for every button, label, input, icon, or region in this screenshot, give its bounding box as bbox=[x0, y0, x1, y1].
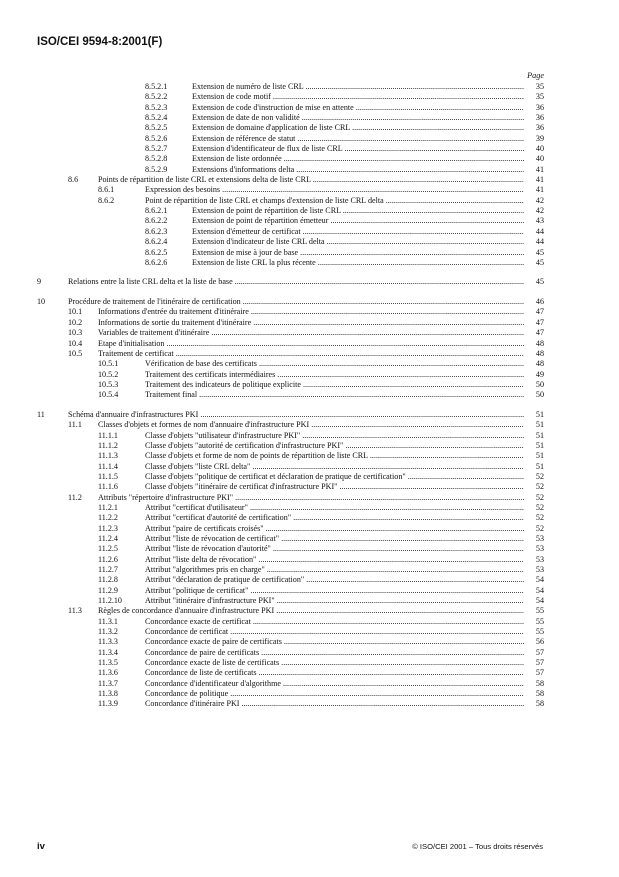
toc-entry[interactable] bbox=[0, 103, 619, 113]
toc-entry[interactable] bbox=[0, 565, 619, 575]
toc-entry-number: 10.1 bbox=[68, 307, 83, 317]
toc-entry[interactable] bbox=[0, 185, 619, 195]
toc-entry-title: Concordance d'itinéraire PKI ..... bbox=[145, 699, 543, 709]
toc-entry-title: Extension de code d'instruction de mise en attente ..... bbox=[192, 103, 543, 113]
toc-entry-title: Attribut "déclaration de pratique de certification" ..... bbox=[145, 575, 543, 585]
toc-entry-page: 42 bbox=[524, 196, 544, 206]
toc-entry[interactable] bbox=[0, 92, 619, 102]
toc-entry-title: Extension de numéro de liste CRL ..... bbox=[192, 82, 543, 92]
toc-entry-number: 11.3.1 bbox=[98, 616, 118, 626]
toc-entry[interactable] bbox=[0, 472, 619, 482]
toc-entry-number: 10.5 bbox=[68, 348, 83, 358]
toc-entry-number: 8.5.2.4 bbox=[145, 113, 168, 123]
toc-entry-number: 10.4 bbox=[68, 338, 83, 348]
toc-entry-number: 11.1.2 bbox=[98, 440, 118, 450]
toc-entry[interactable] bbox=[0, 668, 619, 678]
toc-entry[interactable] bbox=[0, 134, 619, 144]
toc-entry-page: 55 bbox=[524, 627, 544, 637]
toc-entry-page: 48 bbox=[524, 349, 544, 359]
toc-entry-page: 42 bbox=[524, 206, 544, 216]
toc-entry-title: Attribut "liste de révocation d'autorité" ..... bbox=[145, 544, 543, 554]
toc-entry-title: Point de répartition de liste CRL et champs d'extension de liste CRL delta ..... bbox=[145, 196, 543, 206]
toc-entry-title: Vérification de base des certificats ..... bbox=[145, 359, 543, 369]
toc-entry[interactable] bbox=[0, 606, 619, 616]
toc-entry[interactable] bbox=[0, 513, 619, 523]
toc-entry-title: Classe d'objets "itinéraire de certificat d'infrastructure PKI" ..... bbox=[145, 482, 543, 492]
toc-entry-number: 11.3.6 bbox=[98, 668, 118, 678]
toc-entry-title: Variables de traitement d'itinéraire ..... bbox=[98, 328, 543, 338]
toc-entry-number: 11.3.4 bbox=[98, 647, 118, 657]
toc-entry-title: Schéma d'annuaire d'infrastructures PKI ..... bbox=[68, 410, 543, 420]
toc-entry-page: 49 bbox=[524, 370, 544, 380]
toc-entry[interactable] bbox=[0, 410, 619, 420]
toc-entry-page: 58 bbox=[524, 699, 544, 709]
toc-entry-title: Concordance exacte de paire de certificats ..... bbox=[145, 637, 543, 647]
toc-entry-page: 43 bbox=[524, 216, 544, 226]
toc-entry-number: 8.5.2.8 bbox=[145, 154, 168, 164]
toc-entry-title: Concordance de paire de certificats ..... bbox=[145, 648, 543, 658]
toc-entry-title: Règles de concordance d'annuaire d'infrastructure PKI ..... bbox=[98, 606, 543, 616]
toc-entry-page: 51 bbox=[524, 441, 544, 451]
toc-entry[interactable] bbox=[0, 441, 619, 451]
toc-entry-title: Attribut "certificat d'utilisateur" ..... bbox=[145, 503, 543, 513]
toc-entry[interactable] bbox=[0, 349, 619, 359]
toc-entry[interactable] bbox=[0, 359, 619, 369]
toc-entry-page: 46 bbox=[524, 297, 544, 307]
toc-entry-number: 11.2.1 bbox=[98, 502, 118, 512]
toc-entry-page: 45 bbox=[524, 248, 544, 258]
toc-entry-number: 10.2 bbox=[68, 317, 83, 327]
toc-entry-title: Extension d'identificateur de flux de liste CRL ..... bbox=[192, 144, 543, 154]
toc-entry-page: 36 bbox=[524, 113, 544, 123]
toc-entry-page: 41 bbox=[524, 185, 544, 195]
toc-entry-title: Etape d'initialisation ..... bbox=[98, 339, 543, 349]
toc-entry-title: Concordance d'identificateur d'algorithme ..... bbox=[145, 679, 543, 689]
toc-entry-page: 45 bbox=[524, 258, 544, 268]
toc-entry[interactable] bbox=[0, 237, 619, 247]
toc-entry[interactable] bbox=[0, 380, 619, 390]
toc-entry[interactable] bbox=[0, 370, 619, 380]
toc-entry[interactable] bbox=[0, 123, 619, 133]
toc-entry-page: 48 bbox=[524, 339, 544, 349]
toc-entry[interactable] bbox=[0, 297, 619, 307]
toc-entry-title: Traitement des indicateurs de politique explicite ..... bbox=[145, 380, 543, 390]
toc-entry-number: 11.2.3 bbox=[98, 523, 118, 533]
toc-entry-page: 36 bbox=[524, 103, 544, 113]
toc-entry-number: 11.1.1 bbox=[98, 430, 118, 440]
toc-entry-page: 50 bbox=[524, 390, 544, 400]
toc-entry-page: 51 bbox=[524, 410, 544, 420]
toc-entry[interactable] bbox=[0, 679, 619, 689]
toc-entry-title: Extension de liste ordonnée ..... bbox=[192, 154, 543, 164]
toc-entry-page: 48 bbox=[524, 359, 544, 369]
toc-entry-number: 11.3.2 bbox=[98, 627, 118, 637]
toc-entry-page: 52 bbox=[524, 493, 544, 503]
toc-entry-number: 11.1.6 bbox=[98, 482, 118, 492]
toc-entry-page: 51 bbox=[524, 462, 544, 472]
toc-entry-page: 47 bbox=[524, 307, 544, 317]
toc-entry-number: 10.3 bbox=[68, 328, 83, 338]
toc-entry[interactable] bbox=[0, 596, 619, 606]
footer-page-number: iv bbox=[37, 841, 45, 852]
toc-entry[interactable] bbox=[0, 248, 619, 258]
toc-entry-number: 10.5.4 bbox=[98, 390, 119, 400]
toc-entry-number: 11.3.7 bbox=[98, 678, 118, 688]
toc-entry[interactable] bbox=[0, 575, 619, 585]
toc-entry[interactable] bbox=[0, 431, 619, 441]
toc-entry-number: 11.2.8 bbox=[98, 575, 118, 585]
toc-entry-page: 52 bbox=[524, 513, 544, 523]
toc-entry-number: 11.1.4 bbox=[98, 461, 118, 471]
toc-entry-number: 11.2.9 bbox=[98, 585, 118, 595]
toc-entry-number: 11.3.9 bbox=[98, 699, 118, 709]
toc-entry-title: Traitement final ..... bbox=[145, 390, 543, 400]
toc-entry[interactable] bbox=[0, 637, 619, 647]
toc-entry[interactable] bbox=[0, 555, 619, 565]
toc-entry-title: Relations entre la liste CRL delta et la liste de base ..... bbox=[68, 277, 543, 287]
toc-entry-page: 40 bbox=[524, 154, 544, 164]
toc-entry[interactable] bbox=[0, 165, 619, 175]
toc-entry-page: 54 bbox=[524, 575, 544, 585]
toc-entry-page: 55 bbox=[524, 617, 544, 627]
toc-entry-page: 39 bbox=[524, 134, 544, 144]
toc-entry-page: 52 bbox=[524, 524, 544, 534]
toc-entry-page: 45 bbox=[524, 277, 544, 287]
toc-entry-title: Classe d'objets "autorité de certification d'infrastructure PKI" ..... bbox=[145, 441, 543, 451]
toc-entry[interactable] bbox=[0, 277, 619, 287]
toc-entry-number: 10 bbox=[37, 297, 46, 307]
toc-entry[interactable] bbox=[0, 648, 619, 658]
toc-entry-title: Concordance de politique ..... bbox=[145, 689, 543, 699]
toc-entry-number: 10.5.1 bbox=[98, 359, 119, 369]
toc-entry-number: 8.6 bbox=[68, 175, 79, 185]
toc-entry[interactable] bbox=[0, 216, 619, 226]
toc-entry[interactable] bbox=[0, 175, 619, 185]
toc-entry-page: 58 bbox=[524, 679, 544, 689]
toc-entry-title: Concordance de liste de certificats ..... bbox=[145, 668, 543, 678]
toc-entry[interactable] bbox=[0, 206, 619, 216]
toc-entry-page: 47 bbox=[524, 318, 544, 328]
toc-entry-page: 58 bbox=[524, 689, 544, 699]
toc-entry-page: 41 bbox=[524, 175, 544, 185]
toc-entry-number: 11.3.8 bbox=[98, 689, 118, 699]
toc-entry-number: 11.2.2 bbox=[98, 513, 118, 523]
table-of-contents bbox=[0, 82, 619, 710]
toc-entry-number: 8.5.2.5 bbox=[145, 123, 168, 133]
toc-entry-page: 53 bbox=[524, 534, 544, 544]
toc-entry-number: 11.2.5 bbox=[98, 544, 118, 554]
toc-entry[interactable] bbox=[0, 524, 619, 534]
toc-entry[interactable] bbox=[0, 328, 619, 338]
toc-entry[interactable] bbox=[0, 196, 619, 206]
toc-entry-number: 11.2.6 bbox=[98, 554, 118, 564]
toc-entry[interactable] bbox=[0, 482, 619, 492]
toc-entry[interactable] bbox=[0, 339, 619, 349]
document-header-title: ISO/CEI 9594-8:2001(F) bbox=[37, 36, 163, 48]
toc-entry-page: 53 bbox=[524, 555, 544, 565]
toc-entry-number: 11.1 bbox=[68, 420, 82, 430]
toc-entry[interactable] bbox=[0, 227, 619, 237]
toc-entry[interactable] bbox=[0, 390, 619, 400]
toc-entry[interactable] bbox=[0, 534, 619, 544]
toc-entry-number: 10.5.2 bbox=[98, 369, 119, 379]
toc-entry-number: 8.5.2.3 bbox=[145, 102, 168, 112]
toc-entry-page: 57 bbox=[524, 668, 544, 678]
toc-entry-number: 8.6.2 bbox=[98, 195, 115, 205]
toc-entry-page: 40 bbox=[524, 144, 544, 154]
toc-entry-title: Extension de date de non validité ..... bbox=[192, 113, 543, 123]
toc-entry-title: Procédure de traitement de l'itinéraire de certification ..... bbox=[68, 297, 543, 307]
toc-entry-page: 54 bbox=[524, 596, 544, 606]
toc-entry-title: Concordance exacte de certificat ..... bbox=[145, 617, 543, 627]
toc-entry-page: 51 bbox=[524, 420, 544, 430]
toc-entry[interactable] bbox=[0, 462, 619, 472]
toc-entry-page: 35 bbox=[524, 82, 544, 92]
toc-entry-number: 8.5.2.6 bbox=[145, 133, 168, 143]
toc-entry-number: 8.5.2.2 bbox=[145, 92, 168, 102]
toc-entry-page: 51 bbox=[524, 431, 544, 441]
toc-entry-number: 11 bbox=[37, 409, 45, 419]
toc-entry-number: 11.2 bbox=[68, 492, 82, 502]
toc-entry-number: 8.6.2.6 bbox=[145, 257, 168, 267]
toc-entry-page: 36 bbox=[524, 123, 544, 133]
toc-entry-title: Attributs "répertoire d'infrastructure PKI" ..... bbox=[98, 493, 543, 503]
toc-entry-title: Attribut "liste de révocation de certificat" ..... bbox=[145, 534, 543, 544]
toc-entry-title: Traitement de certificat ..... bbox=[98, 349, 543, 359]
toc-entry[interactable] bbox=[0, 144, 619, 154]
toc-entry-page: 53 bbox=[524, 544, 544, 554]
toc-entry-page: 53 bbox=[524, 565, 544, 575]
toc-entry-page: 57 bbox=[524, 658, 544, 668]
toc-entry-number: 8.6.2.5 bbox=[145, 247, 168, 257]
toc-entry-number: 10.5.3 bbox=[98, 379, 119, 389]
toc-entry[interactable] bbox=[0, 699, 619, 709]
toc-entry-number: 8.5.2.9 bbox=[145, 164, 168, 174]
toc-entry-title: Extension de point de répartition de liste CRL ..... bbox=[192, 206, 543, 216]
toc-entry-number: 8.6.1 bbox=[98, 185, 115, 195]
toc-entry[interactable] bbox=[0, 318, 619, 328]
toc-entry-page: 41 bbox=[524, 165, 544, 175]
toc-entry-number: 8.5.2.7 bbox=[145, 144, 168, 154]
toc-entry-title: Classe d'objets "politique de certificat et déclaration de pratique de certification" ..... bbox=[145, 472, 543, 482]
toc-entry-number: 8.6.2.1 bbox=[145, 206, 168, 216]
toc-entry-title: Attribut "algorithmes pris en charge" ..... bbox=[145, 565, 543, 575]
toc-entry-title: Extension de domaine d'application de liste CRL ..... bbox=[192, 123, 543, 133]
toc-entry-number: 11.3 bbox=[68, 606, 82, 616]
page-column-heading: Page bbox=[527, 71, 544, 80]
toc-entry[interactable] bbox=[0, 420, 619, 430]
toc-entry-title: Extension d'indicateur de liste CRL delta ..... bbox=[192, 237, 543, 247]
toc-entry-title: Informations d'entrée du traitement d'itinéraire ..... bbox=[98, 307, 543, 317]
toc-entry-title: Extension de point de répartition émetteur ..... bbox=[192, 216, 543, 226]
toc-entry-page: 55 bbox=[524, 606, 544, 616]
toc-entry-page: 56 bbox=[524, 637, 544, 647]
toc-entry[interactable] bbox=[0, 627, 619, 637]
toc-entry-number: 11.2.4 bbox=[98, 533, 118, 543]
toc-entry-title: Traitement des certificats intermédiaires ..... bbox=[145, 370, 543, 380]
toc-entry[interactable] bbox=[0, 307, 619, 317]
toc-entry-title: Concordance exacte de liste de certificats ..... bbox=[145, 658, 543, 668]
toc-entry-title: Extension de liste CRL la plus récente ..... bbox=[192, 258, 543, 268]
toc-entry-number: 11.2.7 bbox=[98, 565, 118, 575]
toc-entry[interactable] bbox=[0, 451, 619, 461]
toc-entry[interactable] bbox=[0, 82, 619, 92]
toc-entry[interactable] bbox=[0, 689, 619, 699]
toc-entry-title: Expression des besoins ..... bbox=[145, 185, 543, 195]
toc-entry-number: 8.6.2.2 bbox=[145, 216, 168, 226]
toc-entry-page: 44 bbox=[524, 227, 544, 237]
footer-copyright: © ISO/CEI 2001 – Tous droits réservés bbox=[412, 842, 543, 851]
toc-entry-title: Attribut "politique de certificat" ..... bbox=[145, 586, 543, 596]
toc-entry-page: 44 bbox=[524, 237, 544, 247]
toc-entry-page: 52 bbox=[524, 472, 544, 482]
toc-entry-title: Extension de code motif ..... bbox=[192, 92, 543, 102]
toc-entry-title: Extension de référence de statut ..... bbox=[192, 134, 543, 144]
toc-entry-title: Attribut "paire de certificats croisés" ..... bbox=[145, 524, 543, 534]
toc-entry-number: 11.1.3 bbox=[98, 451, 118, 461]
toc-entry-title: Concordance de certificat ..... bbox=[145, 627, 543, 637]
toc-entry-number: 11.1.5 bbox=[98, 471, 118, 481]
toc-entry[interactable] bbox=[0, 503, 619, 513]
toc-entry-title: Classe d'objets "utilisateur d'infrastructure PKI" ..... bbox=[145, 431, 543, 441]
toc-entry-title: Attribut "certificat d'autorité de certification" ..... bbox=[145, 513, 543, 523]
toc-entry-page: 52 bbox=[524, 503, 544, 513]
toc-entry-number: 11.3.5 bbox=[98, 658, 118, 668]
toc-entry[interactable] bbox=[0, 258, 619, 268]
toc-entry[interactable] bbox=[0, 586, 619, 596]
toc-entry-title: Classe d'objets "liste CRL delta" ..... bbox=[145, 462, 543, 472]
toc-entry[interactable] bbox=[0, 544, 619, 554]
toc-entry-title: Extensions d'informations delta ..... bbox=[192, 165, 543, 175]
toc-entry-page: 54 bbox=[524, 586, 544, 596]
toc-entry-number: 9 bbox=[37, 277, 42, 287]
toc-entry-number: 11.3.3 bbox=[98, 637, 118, 647]
toc-entry-title: Informations de sortie du traitement d'itinéraire ..... bbox=[98, 318, 543, 328]
toc-entry-number: 8.6.2.3 bbox=[145, 226, 168, 236]
toc-entry-page: 47 bbox=[524, 328, 544, 338]
toc-entry[interactable] bbox=[0, 658, 619, 668]
toc-entry[interactable] bbox=[0, 154, 619, 164]
toc-entry-page: 50 bbox=[524, 380, 544, 390]
toc-entry-number: 8.5.2.1 bbox=[145, 82, 168, 91]
toc-entry-title: Attribut "itinéraire d'infrastructure PKI" ..... bbox=[145, 596, 543, 606]
toc-entry-page: 51 bbox=[524, 451, 544, 461]
toc-entry-title: Classes d'objets et formes de nom d'annuaire d'infrastructure PKI ..... bbox=[98, 420, 543, 430]
toc-entry-title: Classe d'objets et forme de nom de points de répartition de liste CRL ..... bbox=[145, 451, 543, 461]
toc-entry-title: Extension d'émetteur de certificat ..... bbox=[192, 227, 543, 237]
toc-entry-number: 11.2.10 bbox=[98, 596, 122, 606]
toc-entry-number: 8.6.2.4 bbox=[145, 237, 168, 247]
toc-entry[interactable] bbox=[0, 493, 619, 503]
toc-entry-title: Attribut "liste delta de révocation" ..... bbox=[145, 555, 543, 565]
toc-entry-title: Extension de mise à jour de base ..... bbox=[192, 248, 543, 258]
toc-entry[interactable] bbox=[0, 113, 619, 123]
toc-entry-title: Points de répartition de liste CRL et extensions delta de liste CRL ..... bbox=[98, 175, 543, 185]
toc-entry-page: 52 bbox=[524, 482, 544, 492]
toc-entry-page: 57 bbox=[524, 648, 544, 658]
toc-entry-page: 35 bbox=[524, 92, 544, 102]
toc-entry[interactable] bbox=[0, 617, 619, 627]
